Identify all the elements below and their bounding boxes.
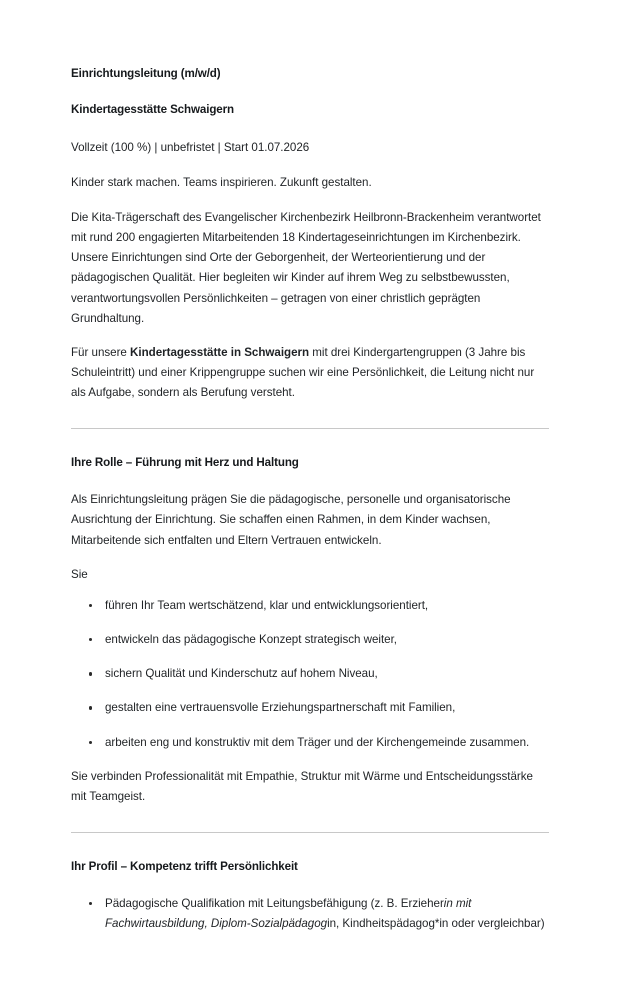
facility-name-heading: Kindertagesstätte Schwaigern — [71, 102, 234, 116]
location-paragraph — [71, 343, 549, 404]
role-responsibility-list — [71, 596, 549, 753]
intro-paragraph: Die Kita-Trägerschaft des Evangelischer Kirchenbezirk Heilbronn-Brackenheim verantwortet mit rund 200 engagierten Mitarbeitenden 18 Kindertageseinrichtungen im Kirchenbezirk. Unsere Einrichtungen sind Orte der Geborgenheit, der Werteorientierung und der pädagogischen Qualität. Hier begleiten wir Kinder auf ihrem Weg zu selbstbewussten, verantwortungsvollen Persönlichkeiten – getragen von einer christlich geprägten Grundhaltung. — [71, 210, 541, 325]
list-item-label: gestalten eine vertrauensvolle Erziehungspartnerschaft mit Familien, — [105, 701, 456, 715]
section-heading-role: Ihre Rolle – Führung mit Herz und Haltung — [71, 456, 299, 470]
tagline-text: Kinder stark machen. Teams inspirieren. Zukunft gestalten. — [71, 175, 372, 189]
section-divider-1 — [71, 428, 549, 429]
list-item — [71, 894, 549, 934]
bullet-dot-icon — [89, 638, 92, 641]
list-item-label: arbeiten eng und konstruktiv mit dem Träger und der Kirchengemeinde zusammen. — [105, 735, 530, 749]
qualification-segment-plain-1: Pädagogische Qualifikation mit Leitungsbefähigung (z. B. Erzieher — [105, 896, 444, 910]
list-item — [71, 733, 549, 753]
list-item-label: entwickeln das pädagogische Konzept strategisch weiter, — [105, 633, 397, 647]
section-heading-profile: Ihr Profil – Kompetenz trifft Persönlichkeit — [71, 860, 298, 874]
qualification-segment-italic: in mit Fachwirtausbildung, Diplom-Sozialpädagog — [105, 896, 472, 931]
qualification-segment-plain-2: in, Kindheitspädagog*in oder vergleichbar) — [327, 917, 545, 931]
bullet-dot-icon — [89, 902, 92, 905]
bullet-dot-icon — [89, 604, 92, 607]
list-item — [71, 630, 549, 650]
section-divider-2 — [71, 832, 549, 833]
role-description-paragraph: Als Einrichtungsleitung prägen Sie die pädagogische, personelle und organisatorische Ausrichtung der Einrichtung. Sie schaffen einen Rahmen, in dem Kinder wachsen, Mitarbeitende sich entfalten und Eltern Vertrauen entwickeln. — [71, 493, 511, 547]
profile-qualification-list — [71, 894, 549, 934]
list-item — [71, 596, 549, 616]
list-item-label: führen Ihr Team wertschätzend, klar und entwicklungsorientiert, — [105, 598, 429, 612]
list-item — [71, 664, 549, 684]
list-item-label — [105, 897, 545, 930]
location-paragraph-emphasis: Kindertagesstätte in Schwaigern — [130, 345, 310, 359]
list-item-label: sichern Qualität und Kinderschutz auf hohem Niveau, — [105, 667, 378, 681]
location-paragraph-prefix: Für unsere — [71, 345, 131, 359]
bullet-dot-icon — [89, 672, 92, 675]
employment-meta-line: Vollzeit (100 %) | unbefristet | Start 01.07.2026 — [71, 140, 310, 154]
bullet-dot-icon — [89, 741, 92, 744]
job-title-heading: Einrichtungsleitung (m/w/d) — [71, 67, 221, 80]
list-item — [71, 698, 549, 718]
location-paragraph-suffix: mit drei Kindergartengruppen (3 Jahre bis Schuleintritt) und einer Krippengruppe suchen wir eine Persönlichkeit, die Leitung nicht nur als Aufgabe, sondern als Berufung versteht. — [71, 345, 535, 400]
role-closing-paragraph: Sie verbinden Professionalität mit Empathie, Struktur mit Wärme und Entscheidungsstärke mit Teamgeist. — [71, 769, 533, 803]
bullet-dot-icon — [89, 706, 92, 709]
role-list-lead-in: Sie — [71, 567, 88, 581]
